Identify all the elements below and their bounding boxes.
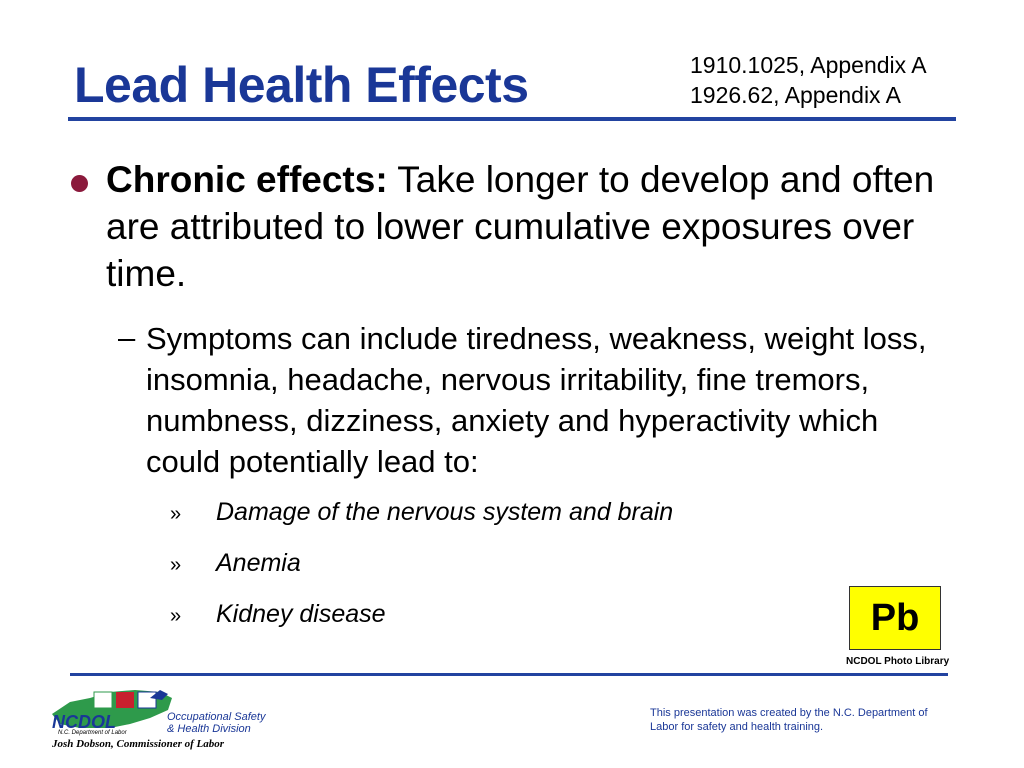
lead-element-card: Pb bbox=[849, 586, 941, 650]
title-divider bbox=[68, 117, 956, 121]
outcome-text: Kidney disease bbox=[216, 600, 386, 628]
division-line: & Health Division bbox=[167, 723, 251, 735]
regulation-references bbox=[690, 50, 927, 110]
main-bullet-lead: Chronic effects: bbox=[106, 159, 388, 200]
chevron-right-icon: » bbox=[170, 503, 182, 525]
main-bullet bbox=[106, 156, 946, 297]
chevron-right-icon: » bbox=[170, 605, 182, 627]
logo-subtext: N.C. Department of Labor bbox=[58, 730, 127, 736]
outcome-text: Damage of the nervous system and brain bbox=[216, 498, 674, 526]
slide-title: Lead Health Effects bbox=[74, 57, 529, 113]
photo-credit: NCDOL Photo Library bbox=[846, 656, 950, 667]
logo-text: NCDOL bbox=[52, 712, 116, 732]
division-name bbox=[167, 711, 265, 735]
outcome-item bbox=[170, 497, 673, 529]
bullet-dot-icon bbox=[71, 175, 88, 192]
chevron-right-icon: » bbox=[170, 554, 182, 576]
main-bullet-text: Take longer to develop and often are attributed to lower cumulative exposures over time. bbox=[106, 159, 935, 294]
dash-icon: – bbox=[118, 320, 136, 355]
sub-bullet: Symptoms can include tiredness, weakness, weight loss, insomnia, headache, nervous irritability, fine tremors, numbness, dizziness, anxiety and hyperactivity which could potentially lead to: bbox=[146, 321, 927, 479]
reference-line: 1910.1025, Appendix A bbox=[690, 52, 927, 78]
footer-note: This presentation was created by the N.C. Department of Labor for safety and health training. bbox=[650, 707, 928, 733]
outcome-item bbox=[170, 548, 301, 580]
division-line: Occupational Safety bbox=[167, 711, 266, 723]
reference-line: 1926.62, Appendix A bbox=[690, 82, 902, 108]
commissioner-name: Josh Dobson, Commissioner of Labor bbox=[52, 738, 225, 750]
outcome-text: Anemia bbox=[216, 549, 301, 577]
footer-divider bbox=[70, 673, 948, 676]
outcome-item bbox=[170, 599, 386, 631]
